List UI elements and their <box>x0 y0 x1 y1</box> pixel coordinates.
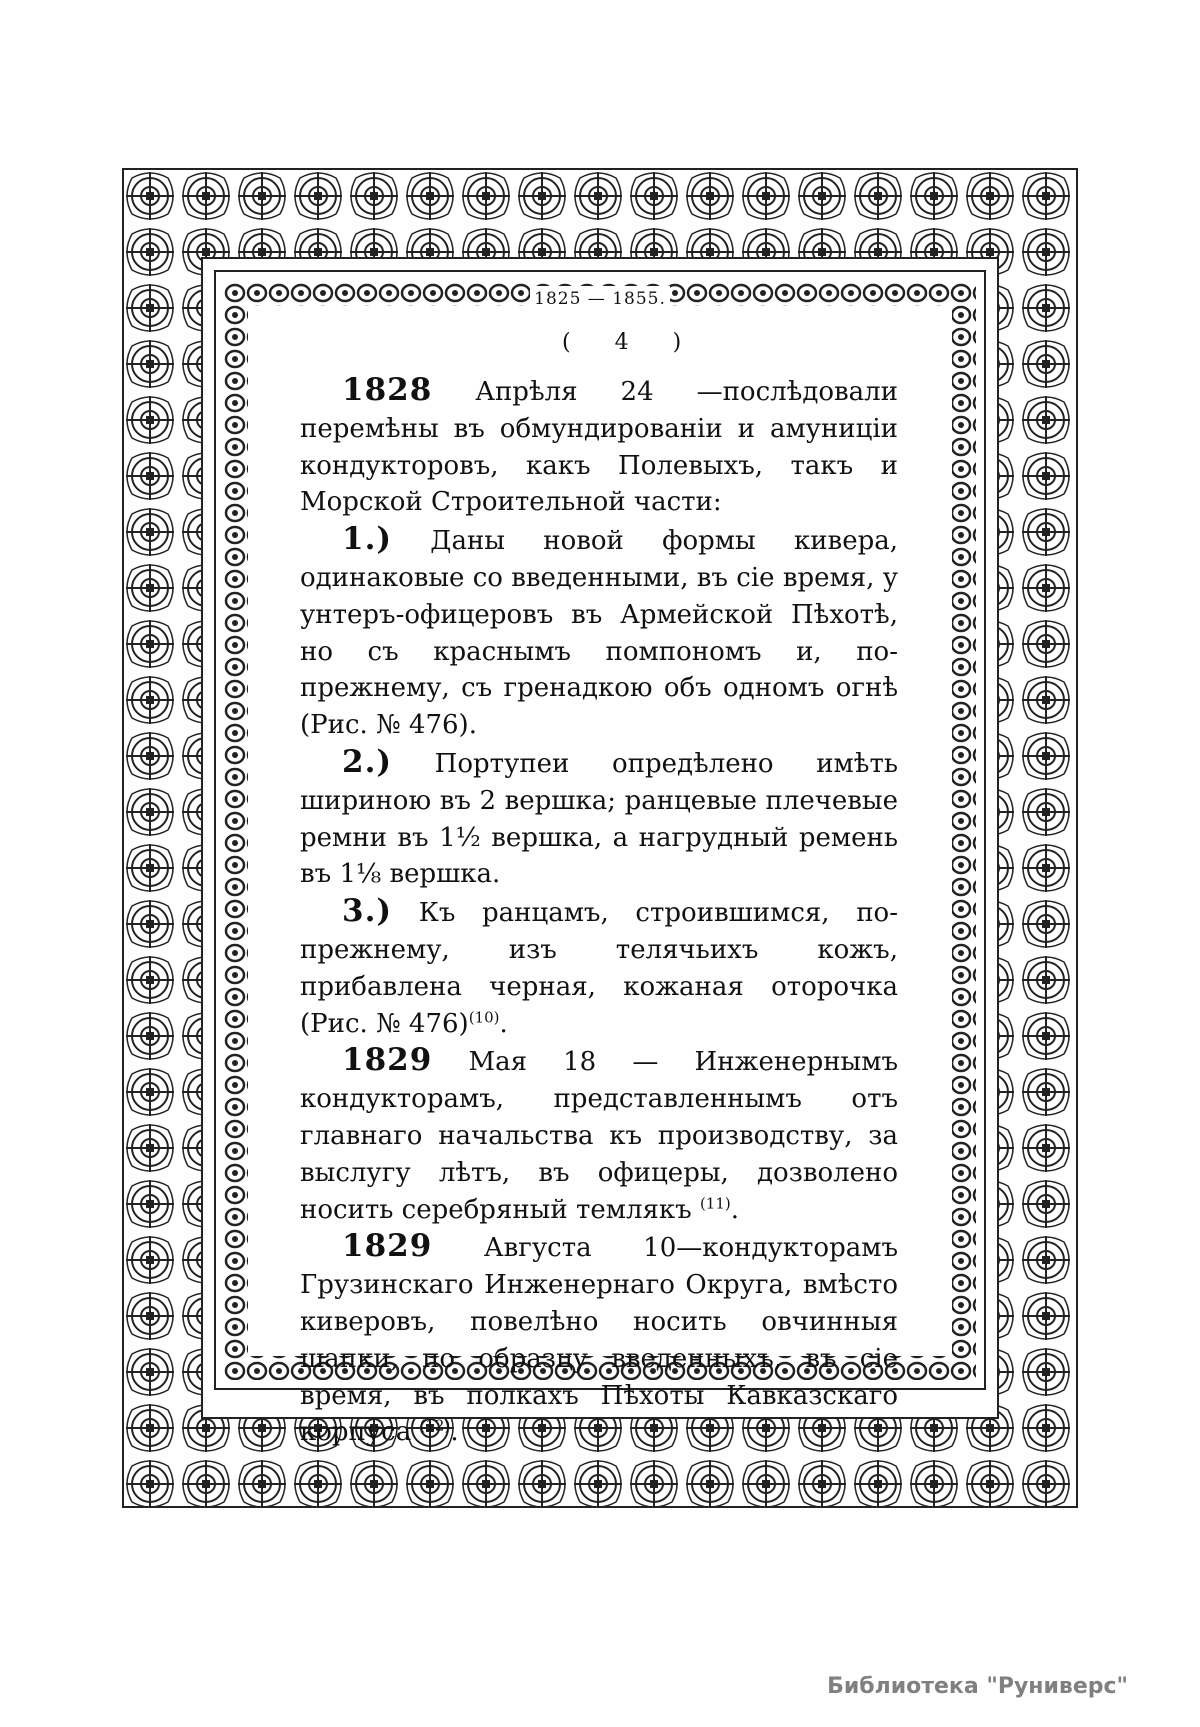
para-text: Даны новой формы кивера, одинаковые со введенными, въ сіе время, у унтеръ-офицеровъ въ Армейской Пѣхотѣ, но съ краснымъ помпономъ и, по-прежнему, съ гренадкою объ одномъ огнѣ (Рис. № 476). <box>300 526 898 741</box>
para-end: . <box>730 1194 740 1225</box>
para-lead: 2.) <box>342 743 393 780</box>
page-number-value: 4 <box>614 330 629 355</box>
para-text: Апрѣля 24 —послѣдовали перемѣны въ обмундированіи и амуниціи кондукторовъ, какъ Полевыхъ, такъ и Морской Строительной части: <box>300 377 898 518</box>
library-watermark: Библиотека "Руниверс" <box>827 1674 1128 1699</box>
para-lead: 1828 <box>342 372 433 408</box>
paragraph-1829-august <box>300 1228 898 1451</box>
para-end: . <box>499 1008 508 1039</box>
header-years: 1825 — 1855. <box>530 286 670 312</box>
para-text: Къ ранцамъ, строившимся, по-прежнему, изъ телячьихъ кожъ, прибавлена черная, кожаная оторочка (Рис. № 476) <box>300 898 898 1039</box>
para-lead: 3.) <box>342 893 393 930</box>
footnote-ref: (12) <box>419 1416 451 1435</box>
para-lead: 1.) <box>342 521 393 558</box>
paragraph-1829-may <box>300 1042 898 1228</box>
para-lead: 1829 <box>342 1228 433 1265</box>
page-number-open: ( <box>562 330 571 355</box>
para-text: Августа 10—кондукторамъ Грузинскаго Инженернаго Округа, вмѣсто киверовъ, повелѣно носить овчинныя шапки, по образцу введенныхъ, въ сіе время, въ полкахъ Пѣхоты Кавказскаго корпуса <box>300 1233 898 1448</box>
para-text: Мая 18 — Инженернымъ кондукторамъ, представленнымъ отъ главнаго начальства къ производству, за выслугу лѣтъ, въ офицеры, дозволено носить серебряный темлякъ <box>300 1047 898 1225</box>
body-text <box>300 372 898 1451</box>
page-number-close: ) <box>672 330 682 355</box>
para-text: Портупеи опредѣлено имѣть шириною въ 2 вершка; ранцевые плечевые ремни въ 1½ вершка, а нагрудный ремень въ 1⅛ вершка. <box>300 748 898 890</box>
footnote-ref: (11) <box>699 1193 731 1212</box>
para-end: . <box>450 1417 459 1448</box>
footnote-ref: (10) <box>468 1007 500 1026</box>
paragraph-item-1 <box>300 521 898 744</box>
paragraph-1828-april <box>300 372 898 521</box>
paragraph-item-3 <box>300 893 898 1042</box>
paragraph-item-2 <box>300 744 898 893</box>
page-number <box>540 328 682 358</box>
para-lead: 1829 <box>342 1042 433 1079</box>
